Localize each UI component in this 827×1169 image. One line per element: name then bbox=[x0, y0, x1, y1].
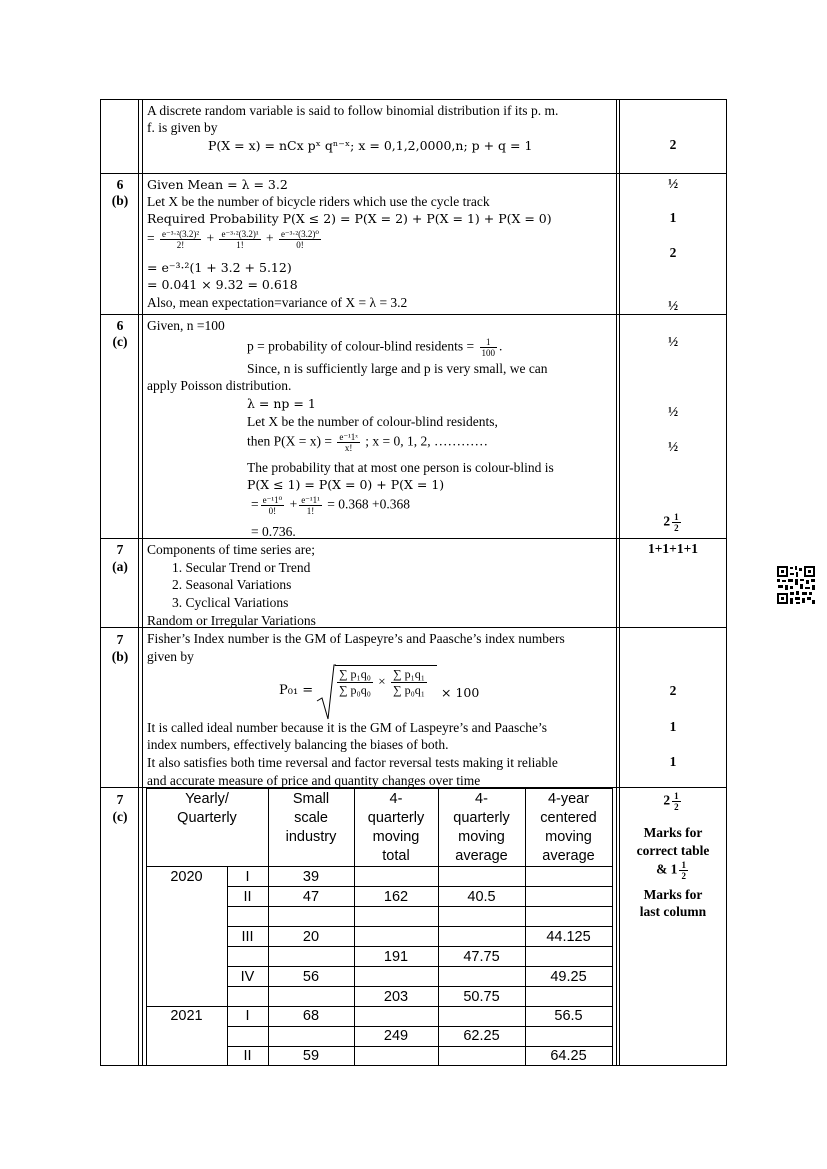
q7b-times-100: × 100 bbox=[441, 685, 480, 700]
q6c-sum: = $\frac{\text{e⁻¹1⁰}}{0!}$ + $\frac{\text{e⁻¹1¹}}{1!}$ = 0.368 +0.368 bbox=[251, 495, 410, 516]
q6b-given-mean: Given Mean = λ = 3.2 bbox=[147, 177, 288, 192]
qr-code-icon bbox=[776, 565, 816, 605]
q7b-number: 7 bbox=[116, 632, 124, 647]
q6b-part: (b) bbox=[111, 193, 129, 208]
q7b-part: (b) bbox=[111, 649, 129, 664]
binomial-formula: P(X = x) = nCx pˣ qⁿ⁻ˣ; x = 0,1,2,0000,n; p + q = 1 bbox=[208, 138, 533, 153]
intro-marks: 2 bbox=[669, 137, 677, 152]
intro-line-2: f. is given by bbox=[147, 120, 218, 135]
q6c-pmf: then P(X = x) = $\frac{\text{e⁻¹1ˣ}}{x!}$ ; x = 0, 1, 2, ………… bbox=[247, 432, 489, 453]
q6c-let-x: Let X be the number of colour-blind residents, bbox=[247, 414, 498, 429]
moving-average-table: Yearly/ Quarterly Small scale industry 4- quarterly moving total 4- quarterly moving average 4-year centered moving average 2020 I 39 II 47 162 40.5 III 20 44.125 191 47.75 IV 56 49.25 203 50.75 2021 I 68 56.5 249 62.25 II 59 64.25 bbox=[146, 788, 613, 1065]
q6b-mark-1: ½ bbox=[667, 176, 679, 191]
q6b-fraction-sum: = $\frac{\text{e⁻³·²(3.2)²}}{2!}$ + $\frac{\text{e⁻³·²(3.2)¹}}{1!}$ + $\frac{\text{e⁻³·²(3.2)⁰}}{0!}$ bbox=[147, 229, 319, 250]
intro-line-1: A discrete random variable is said to follow binomial distribution if its p. m. bbox=[147, 103, 559, 118]
q6b-mark-3: 2 bbox=[669, 245, 677, 260]
q7a-intro: Components of time series are; bbox=[147, 542, 315, 557]
q7a-item-3: 3. Cyclical Variations bbox=[172, 595, 289, 610]
q7c-and-one-half: & 1 $\frac{1}{2}$ bbox=[656, 860, 686, 881]
q7b-line-4: index numbers, effectively balancing the biases of both. bbox=[147, 737, 449, 752]
header-moving-average: 4- quarterly moving average bbox=[453, 791, 510, 864]
q7c-part: (c) bbox=[112, 809, 128, 824]
q6c-apply-poisson: apply Poisson distribution. bbox=[147, 378, 292, 393]
sqrt-sign-icon bbox=[316, 663, 336, 721]
q7c-number: 7 bbox=[116, 792, 124, 807]
q6c-result: = 0.736. bbox=[251, 524, 296, 539]
q7b-line-1: Fisher’s Index number is the GM of Laspeyre’s and Paasche’s index numbers bbox=[147, 631, 565, 646]
q7b-line-3: It is called ideal number because it is the GM of Laspeyre’s and Paasche’s bbox=[147, 720, 547, 735]
q6c-mark-4: 2 $\frac{1}{2}$ bbox=[663, 512, 679, 533]
q6c-mark-3: ½ bbox=[667, 439, 679, 454]
q7b-line-6: and accurate measure of price and quantity changes over time bbox=[147, 773, 481, 788]
q6b-mark-4: ½ bbox=[667, 298, 679, 313]
q7a-item-2: 2. Seasonal Variations bbox=[172, 577, 292, 592]
q6b-number: 6 bbox=[116, 177, 124, 192]
header-moving-total: 4- quarterly moving total bbox=[367, 791, 425, 864]
q6c-p-le-1: P(X ≤ 1) = P(X = 0) + P(X = 1) bbox=[247, 477, 445, 492]
q7a-random: Random or Irregular Variations bbox=[147, 613, 316, 628]
q6b-let-x: Let X be the number of bicycle riders which use the cycle track bbox=[147, 194, 490, 209]
q7a-item-1: 1. Secular Trend or Trend bbox=[172, 560, 311, 575]
q6b-result: = 0.041 × 9.32 = 0.618 bbox=[147, 277, 298, 292]
q6c-lambda: λ = np = 1 bbox=[247, 396, 316, 411]
header-small-scale-industry: Small scale industry bbox=[285, 791, 337, 845]
q7b-line-5: It also satisfies both time reversal and factor reversal tests making it reliable bbox=[147, 755, 558, 770]
q6c-mark-2: ½ bbox=[667, 404, 679, 419]
q6b-simplified: = e⁻³·²(1 + 3.2 + 5.12) bbox=[147, 260, 292, 275]
q6c-part: (c) bbox=[112, 334, 128, 349]
q7c-mark-whole: 2 $\frac{1}{2}$ bbox=[663, 791, 679, 812]
q7c-marks-for-2: Marks for bbox=[643, 887, 703, 902]
q6c-number: 6 bbox=[116, 318, 124, 333]
q7c-correct-table: correct table bbox=[636, 843, 710, 858]
q6b-required-prob: Required Probability P(X ≤ 2) = P(X = 2) + P(X = 1) + P(X = 0) bbox=[147, 211, 552, 226]
q7a-marks: 1+1+1+1 bbox=[647, 541, 699, 556]
q7b-line-2: given by bbox=[147, 649, 194, 664]
q7b-mark-3: 1 bbox=[669, 754, 677, 769]
q6c-at-most-one: The probability that at most one person is colour-blind is bbox=[247, 460, 554, 475]
q7b-fisher-formula: P₀₁ = bbox=[279, 683, 314, 698]
q7a-number: 7 bbox=[116, 542, 124, 557]
q6c-since: Since, n is sufficiently large and p is very small, we can bbox=[247, 361, 548, 376]
q6c-prob-def: p = probability of colour-blind residents = $\frac{1}{100}$ . bbox=[247, 337, 503, 358]
q6c-given: Given, n =100 bbox=[147, 318, 225, 333]
q7b-mark-1: 2 bbox=[669, 683, 677, 698]
q6c-mark-1: ½ bbox=[667, 334, 679, 349]
q7c-marks-for-1: Marks for bbox=[643, 825, 703, 840]
q7b-fraction-1: $\frac{\text{∑ p₁q₀}}{\text{∑ p₀q₀}}$ × $\frac{\text{∑ p₁q₁}}{\text{∑ p₀q₁}}$ bbox=[339, 667, 425, 697]
q7a-part: (a) bbox=[112, 559, 128, 574]
q6b-mark-2: 1 bbox=[669, 210, 677, 225]
header-centered-moving-average: 4-year centered moving average bbox=[540, 791, 597, 864]
q6b-mean-variance: Also, mean expectation=variance of X = λ = 3.2 bbox=[147, 295, 408, 310]
q7b-mark-2: 1 bbox=[669, 719, 677, 734]
q7c-last-column: last column bbox=[639, 904, 707, 919]
header-yearly-quarterly: Yearly/ Quarterly bbox=[177, 791, 237, 826]
